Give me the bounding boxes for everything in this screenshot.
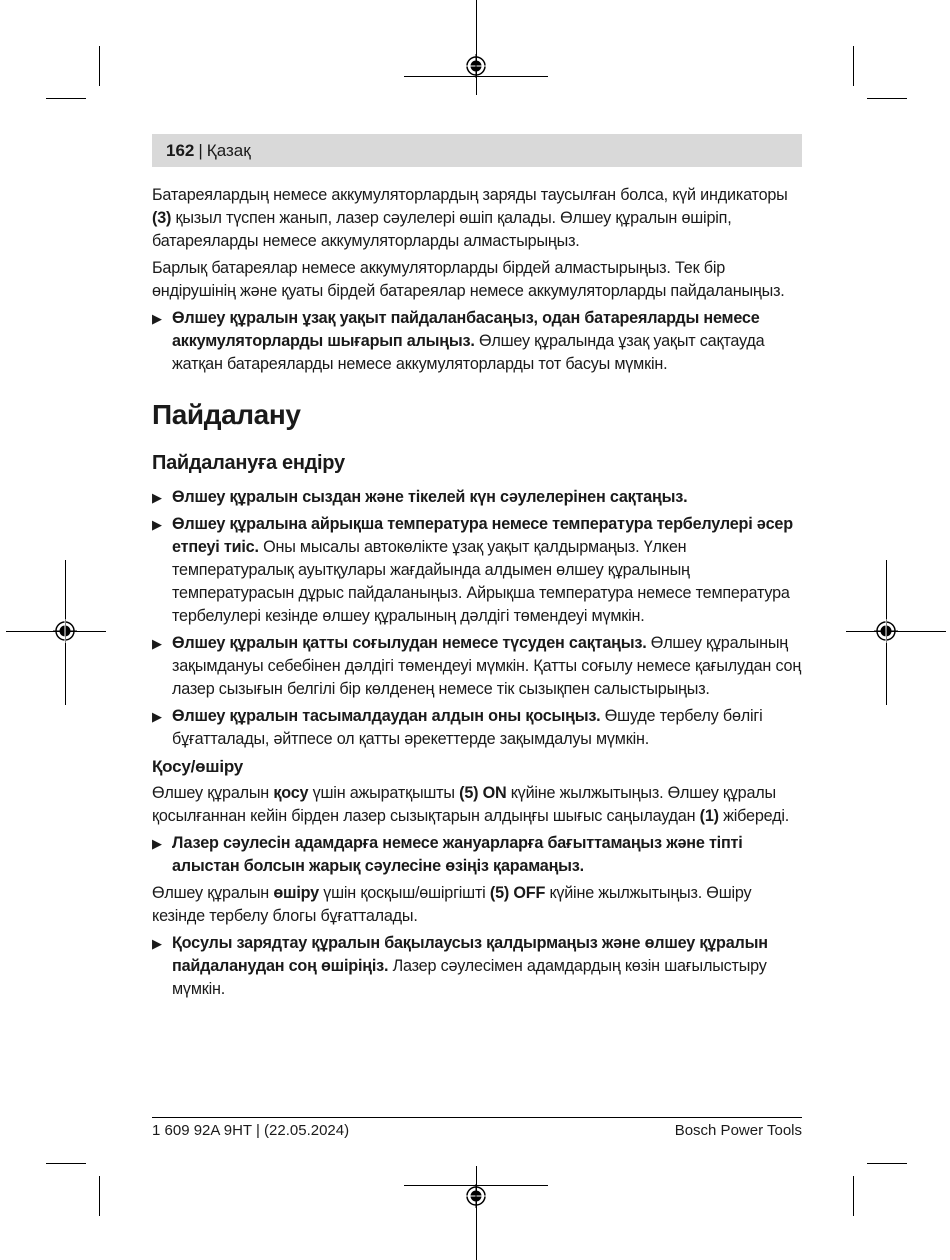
text: үшін ажыратқышты [308, 784, 460, 802]
bullet-arrow-icon: ▶ [152, 636, 162, 651]
bullet-bold: Өлшеу құралын ұзақ уақыт пайдаланбасаңыз, одан батареяларды немесе аккумуляторларды шығарып алыңыз. [172, 309, 760, 350]
text: Өлшеу құралын [152, 784, 274, 802]
bullet-arrow-icon: ▶ [152, 709, 162, 724]
bold-word: өшіру [273, 884, 319, 902]
text: Өлшеу құралын [152, 884, 274, 902]
crop-mark [46, 98, 86, 99]
bullet-bold: Өлшеу құралын сыздан және тікелей күн сәулелерінен сақтаңыз. [172, 488, 688, 506]
ref-number: (1) [699, 807, 719, 825]
bullet-bold: Қосулы зарядтау құралын бақылаусыз қалдырмаңыз және өлшеу құралын пайдаланудан соң өшіріңіз. [172, 934, 768, 975]
text: күйіне жылжытыңыз. Өлшеу құралы қосылғаннан кейін бірден лазер сызықтарын алдыңғы шығыс саңылаудан [152, 784, 776, 825]
registration-mark-icon [874, 619, 898, 643]
page-content [152, 184, 804, 1005]
footer-brand: Bosch Power Tools [674, 1122, 802, 1139]
warning-bullet [152, 932, 804, 1001]
warning-bullet [152, 307, 804, 376]
intro-paragraph-1 [152, 184, 804, 253]
page-header [152, 134, 802, 167]
crop-mark [99, 1176, 100, 1216]
header-separator: | [198, 140, 203, 160]
footer-divider [152, 1117, 802, 1118]
crop-mark [46, 1163, 86, 1164]
text: күйіне жылжытыңыз. Өшіру кезінде тербелу блогы бұғатталады. [152, 884, 752, 925]
footer-doc-number: 1 609 92A 9HT | (22.05.2024) [152, 1122, 350, 1139]
bullet-text: Оны мысалы автокөлікте ұзақ уақыт қалдырмаңыз. Үлкен температуралық ауытқулары жағдайында алдымен өлшеу құралының температурасын дұрыс пайдаланыңыз. Айрықша температура немесе температура тербелулері кезінде өлшеу құралының дәлдігі төмендеуі мүмкін. [172, 538, 790, 625]
ref-number: (5) ON [459, 784, 507, 802]
crop-mark [853, 46, 854, 86]
text: жібереді. [718, 807, 790, 825]
warning-bullet [152, 832, 804, 878]
subsection-title: Қосу/өшіру [152, 757, 244, 776]
warning-bullet [152, 513, 804, 628]
crop-mark [476, 0, 477, 95]
bullet-text: Өшуде тербелу бөлігі бұғатталады, әйтпесе ол қатты әрекеттерде зақымдалуы мүмкін. [172, 707, 763, 748]
bullet-bold: Өлшеу құралына айрықша температура немесе температура тербелулері әсер етпеуі тиіс. [172, 515, 793, 556]
text: Батареялардың немесе аккумуляторлардың заряды таусылған болса, күй индикаторы [152, 186, 788, 204]
registration-mark-icon [464, 1184, 488, 1208]
crop-mark [867, 98, 907, 99]
section-title: Пайдалану [152, 399, 301, 430]
bullet-text: Лазер сәулесімен адамдардың көзін шағылыстыру мүмкін. [172, 957, 767, 998]
warning-bullet [152, 632, 804, 701]
bullet-bold: Өлшеу құралын тасымалдаудан алдын оны қосыңыз. [172, 707, 601, 725]
ref-number: (5) OFF [489, 884, 546, 902]
ref-number: (3) [152, 209, 172, 227]
crop-mark [476, 1166, 477, 1260]
onoff-paragraph-1 [152, 782, 804, 828]
registration-mark-icon [464, 54, 488, 78]
section-subtitle: Пайдалануға ендіру [152, 452, 345, 474]
bullet-arrow-icon: ▶ [152, 936, 162, 951]
onoff-paragraph-2 [152, 882, 804, 928]
intro-paragraph-2: Барлық батареялар немесе аккумуляторларды бірдей алмастырыңыз. Тек бір өндірушінің және қуаты бірдей батареялар немесе аккумуляторларды пайдаланыңыз. [152, 259, 785, 300]
bullet-arrow-icon: ▶ [152, 311, 162, 326]
bullet-text: Өлшеу құралында ұзақ уақыт сақтауда жатқан батареяларды немесе аккумуляторларды тот басуы мүмкін. [172, 332, 765, 373]
bullet-arrow-icon: ▶ [152, 517, 162, 532]
bullet-arrow-icon: ▶ [152, 490, 162, 505]
bullet-bold: Лазер сәулесін адамдарға немесе жануарларға бағыттамаңыз және тіпті алыстан болсын жарық сәулесіне өзіңіз қарамаңыз. [172, 834, 743, 875]
crop-mark [853, 1176, 854, 1216]
crop-mark [99, 46, 100, 86]
crop-mark [867, 1163, 907, 1164]
bullet-text: Өлшеу құралының зақымдануы себебінен дәлдігі төмендеуі мүмкін. Қатты соғылу немесе қағылудан соң лазер сызығын белгілі бір көлденең немесе тік сызықпен салыстырыңыз. [172, 634, 802, 698]
warning-bullet [152, 705, 804, 751]
bullet-bold: Өлшеу құралын қатты соғылудан немесе түсуден сақтаңыз. [172, 634, 647, 652]
registration-mark-icon [53, 619, 77, 643]
text: үшін қосқыш/өшіргішті [318, 884, 490, 902]
text: қызыл түспен жанып, лазер сәулелері өшіп қалады. Өлшеу құралын өшіріп, батареяларды немесе аккумуляторларды алмастырыңыз. [152, 209, 732, 250]
page-number: 162 [166, 140, 195, 160]
warning-bullet [152, 486, 804, 509]
header-language: Қазақ [206, 140, 251, 160]
bold-word: қосу [273, 784, 309, 802]
bullet-arrow-icon: ▶ [152, 836, 162, 851]
